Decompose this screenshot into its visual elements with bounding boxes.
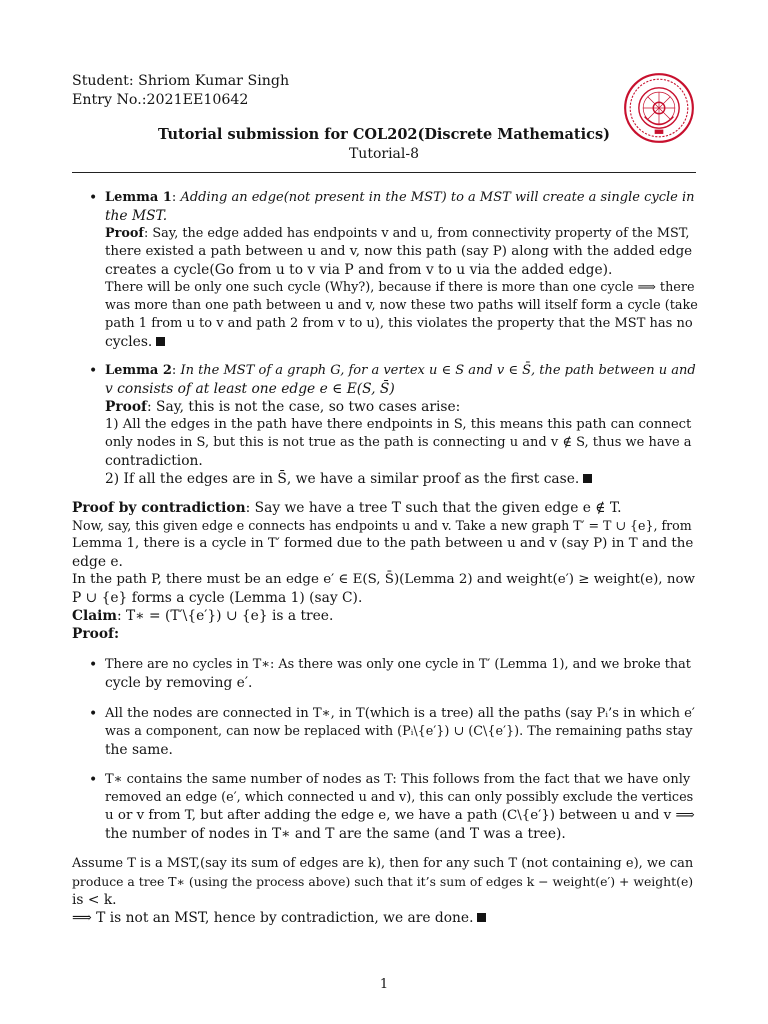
lemma1-proof-line: Proof: Say, the edge added has endpoints v and u, from connectivity property of the MST,: [105, 226, 690, 241]
pbc-line: P ∪ {e} forms a cycle (Lemma 1) (say C).: [72, 590, 363, 606]
claim-point-line: the same.: [105, 742, 173, 758]
pbc-line: Lemma 1, there is a cycle in T′ formed due to the path between u and v (say P) in T and the: [72, 536, 694, 551]
page-title: Tutorial submission for COL202(Discrete Mathematics): [158, 126, 610, 143]
proof-label: Proof:: [72, 626, 120, 642]
lemma2-proof-line: 1) All the edges in the path have there endpoints in S, this means this path can connect: [105, 417, 692, 432]
header-divider: [72, 172, 696, 173]
lemma2-proof-label: Proof: [105, 399, 147, 415]
entry-number: Entry No.:2021EE10642: [72, 92, 249, 108]
conclusion-line: produce a tree T∗ (using the process above) such that it’s sum of edges k − weight(e′) + weight(e): [72, 874, 694, 889]
qed-icon: [477, 913, 486, 922]
lemma1-proof-line: path 1 from u to v and path 2 from v to u), this violates the property that the MST has no: [105, 316, 693, 331]
claim-label: Claim: [72, 608, 118, 624]
bullet-icon: •: [89, 190, 98, 206]
bullet-icon: •: [89, 706, 98, 722]
lemma2-proof-line: Proof: Say, this is not the case, so two cases arise:: [105, 399, 461, 415]
lemma1-proof-line: creates a cycle(Go from u to v via P and from v to u via the added edge).: [105, 262, 613, 278]
lemma2-line: Lemma 2: In the MST of a graph G, for a vertex u ∈ S and v ∈ S̄, the path between u and: [105, 363, 696, 378]
lemma1-line: the MST.: [105, 208, 168, 224]
lemma2-proof-line: contradiction.: [105, 453, 203, 469]
lemma2-label: Lemma 2: [105, 363, 172, 378]
lemma1-line: Lemma 1: Adding an edge(not present in the MST) to a MST will create a single cycle in: [105, 190, 695, 205]
lemma2-line: v consists of at least one edge e ∈ E(S, S̄): [105, 381, 395, 397]
lemma1-proof-label: Proof: [105, 226, 144, 241]
claim-point-line: u or v from T, but after adding the edge e, we have a path (C\{e′}) between u and v ⟹: [105, 808, 695, 823]
claim-point-line: was a component, can now be replaced with (Pᵢ\{e′}) ∪ (C\{e′}). The remaining paths stay: [105, 724, 693, 739]
lemma1-proof-line: there existed a path between u and v, now this path (say P) along with the added edge: [105, 244, 693, 259]
lemma1-proof-line: cycles.: [105, 333, 165, 351]
qed-icon: [156, 337, 165, 346]
claim-point-line: There are no cycles in T∗: As there was only one cycle in T′ (Lemma 1), and we broke that: [105, 657, 691, 672]
lemma2-proof-line: only nodes in S, but this is not true as the path is connecting u and v ∉ S, thus we have a: [105, 435, 692, 450]
page-subtitle: Tutorial-8: [348, 146, 420, 162]
pbc-line: In the path P, there must be an edge e′ ∈ E(S, S̄)(Lemma 2) and weight(e′) ≥ weight(e), now: [72, 572, 695, 587]
page-number: 1: [379, 977, 389, 992]
claim-point-line: removed an edge (e′, which connected u and v), this can only possibly exclude the vertices: [105, 790, 694, 805]
lemma1-label: Lemma 1: [105, 190, 172, 205]
pbc-line: Proof by contradiction: Say we have a tree T such that the given edge e ∉ T.: [72, 500, 622, 516]
bullet-icon: •: [89, 363, 98, 379]
conclusion-line: is < k.: [72, 892, 117, 908]
lemma1-proof-line: There will be only one such cycle (Why?), because if there is more than one cycle ⟹ there: [105, 280, 695, 295]
claim-line: Claim: T∗ = (T′\{e′}) ∪ {e} is a tree.: [72, 608, 334, 624]
pbc-line: edge e.: [72, 554, 123, 570]
lemma2-proof-line: 2) If all the edges are in S̄, we have a similar proof as the first case.: [105, 470, 592, 488]
lemma1-proof-line: was more than one path between u and v, now these two paths will itself form a cycle (take: [105, 298, 698, 313]
bullet-icon: •: [89, 657, 98, 673]
claim-point-line: T∗ contains the same number of nodes as T: This follows from the fact that we have only: [105, 772, 691, 787]
bullet-icon: •: [89, 772, 98, 788]
claim-point-line: the number of nodes in T∗ and T are the same (and T was a tree).: [105, 826, 566, 842]
conclusion-line: ⟹ T is not an MST, hence by contradiction, we are done.: [72, 909, 486, 927]
qed-icon: [583, 474, 592, 483]
student-name: Student: Shriom Kumar Singh: [72, 73, 290, 89]
pbc-line: Now, say, this given edge e connects has endpoints u and v. Take a new graph T′ = T ∪ {e}, from: [72, 518, 692, 533]
claim-point-line: cycle by removing e′.: [105, 675, 253, 691]
conclusion-line: Assume T is a MST,(say its sum of edges are k), then for any such T (not containing e), we can: [72, 856, 694, 871]
claim-point-line: All the nodes are connected in T∗, in T(which is a tree) all the paths (say Pᵢ’s in which e′: [105, 706, 695, 721]
pbc-label: Proof by contradiction: [72, 500, 246, 516]
